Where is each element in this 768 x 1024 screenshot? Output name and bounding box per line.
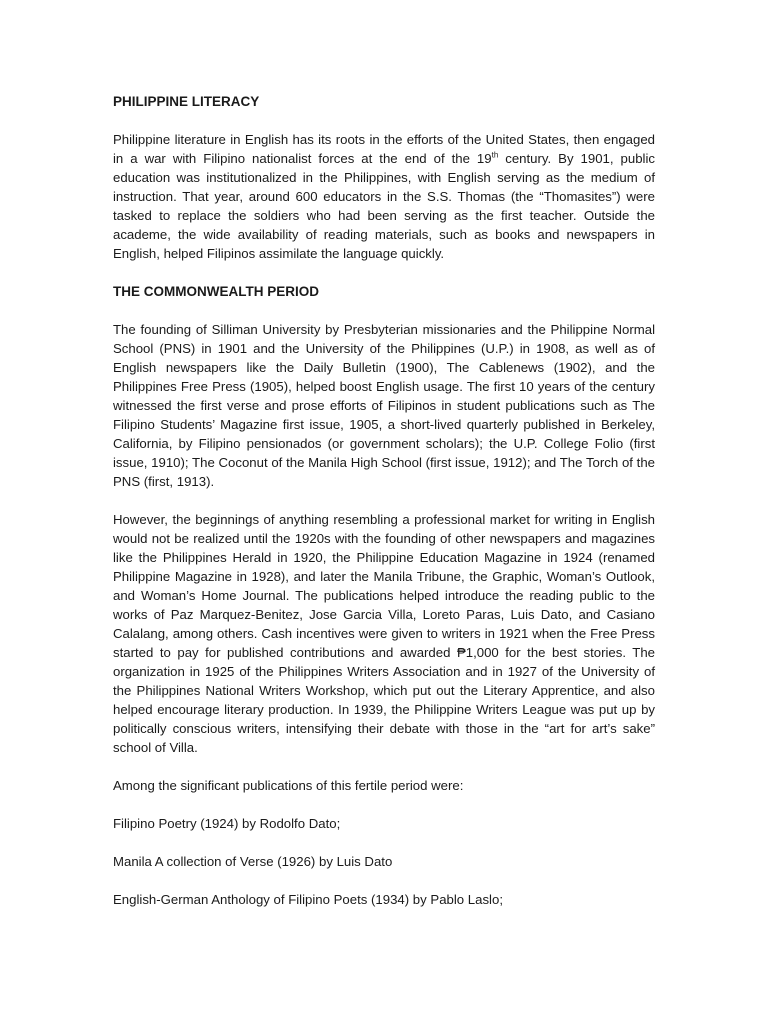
section-heading-commonwealth-period: THE COMMONWEALTH PERIOD bbox=[113, 284, 319, 299]
document-page bbox=[113, 92, 655, 909]
paragraph-philippine-literacy: Philippine literature in English has its roots in the efforts of the United States, then engaged in a war with Filipino nationalist forces at the end of the 19th century. By 1901, public education was institutionalized in the Philippines, with English serving as the medium of instruction. That year, around 600 educators in the S.S. Thomas (the “Thomasites”) were tasked to replace the soldiers who had been serving as the first teacher. Outside the academe, the wide availability of reading materials, such as books and newspapers in English, helped Filipinos assimilate the language quickly. bbox=[113, 132, 656, 261]
list-item-publication: English-German Anthology of Filipino Poets (1934) by Pablo Laslo; bbox=[113, 892, 503, 907]
paragraph-professional-market: However, the beginnings of anything resembling a professional market for writing in English would not be realized until the 1920s with the founding of other newspapers and magazines like the Philippines Herald in 1920, the Philippine Education Magazine in 1924 (renamed Philippine Magazine in 1928), and later the Manila Tribune, the Graphic, Woman’s Outlook, and Woman’s Home Journal. The publications helped introduce the reading public to the works of Paz Marquez-Benitez, Jose Garcia Villa, Loreto Paras, Luis Dato, and Casiano Calalang, among others. Cash incentives were given to writers in 1921 when the Free Press started to pay for published contributions and awarded ₱1,000 for the best stories. The organization in 1925 of the Philippines Writers Association and in 1927 of the University of the Philippines National Writers Workshop, which put out the Literary Apprentice, and also helped encourage literary production. In 1939, the Philippine Writers League was put up by politically conscious writers, intensifying their debate with those in the “art for art’s sake” school of Villa. bbox=[113, 512, 655, 755]
paragraph-publications-intro: Among the significant publications of this fertile period were: bbox=[113, 778, 464, 793]
paragraph-founding: The founding of Silliman University by Presbyterian missionaries and the Philippine Normal School (PNS) in 1901 and the University of the Philippines (U.P.) in 1908, as well as of English newspapers like the Daily Bulletin (1900), The Cablenews (1902), and the Philippines Free Press (1905), helped boost English usage. The first 10 years of the century witnessed the first verse and prose efforts of Filipinos in student publications such as The Filipino Students’ Magazine first issue, 1905, a short-lived quarterly published in Berkeley, California, by Filipino pensionados (or government scholars); the U.P. College Folio (first issue, 1910); The Coconut of the Manila High School (first issue, 1912); and The Torch of the PNS (first, 1913). bbox=[113, 322, 655, 489]
list-item-publication: Manila A collection of Verse (1926) by Luis Dato bbox=[113, 854, 393, 869]
list-item-publication: Filipino Poetry (1924) by Rodolfo Dato; bbox=[113, 816, 341, 831]
section-heading-philippine-literacy: PHILIPPINE LITERACY bbox=[113, 94, 260, 109]
